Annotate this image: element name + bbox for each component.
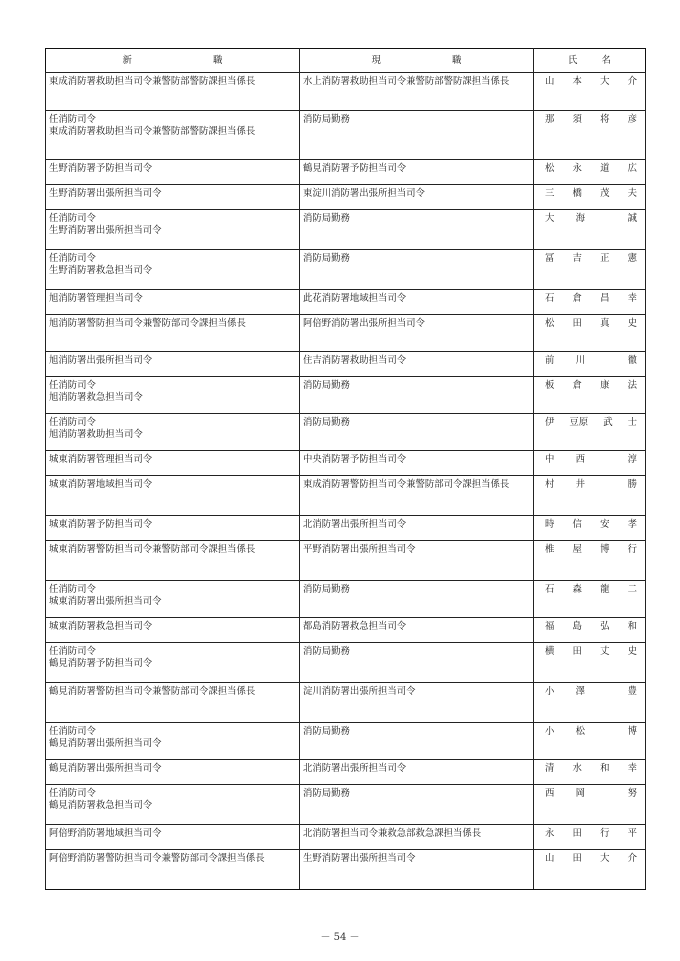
name-char: 清 <box>545 763 555 774</box>
table-row <box>46 643 646 683</box>
current-post-cell <box>300 414 534 451</box>
current-post-text: 水上消防署救助担当司令兼警防部警防課担当係長 <box>303 76 510 87</box>
name-cell <box>534 160 646 185</box>
name-char: 永 <box>572 163 582 174</box>
current-post-text: 消防局勤務 <box>303 417 350 428</box>
new-post-text: 任消防司令 鶴見消防署出張所担当司令 <box>49 726 162 749</box>
person-name <box>545 355 637 367</box>
current-post-text: 消防局勤務 <box>303 213 350 224</box>
table-row <box>46 850 646 890</box>
name-char: 澤 <box>575 686 586 697</box>
table-row <box>46 185 646 210</box>
name-char: 彦 <box>627 114 637 125</box>
table-row <box>46 541 646 581</box>
name-char: 前 <box>545 355 555 366</box>
header-name-char-1: 氏 <box>568 54 578 66</box>
new-post-text: 任消防司令 鶴見消防署予防担当司令 <box>49 646 153 669</box>
current-post-text: 東淀川消防署出張所担当司令 <box>303 188 425 199</box>
new-post-text: 任消防司令 生野消防署救急担当司令 <box>49 253 153 276</box>
name-char: 和 <box>627 621 637 632</box>
name-char: 孝 <box>627 519 637 530</box>
name-cell <box>534 250 646 290</box>
name-char: 中 <box>545 454 555 465</box>
name-char: 倉 <box>572 293 582 304</box>
name-cell <box>534 377 646 414</box>
new-post-text: 任消防司令 旭消防署救急担当司令 <box>49 380 143 403</box>
person-name <box>545 828 637 840</box>
header-name <box>534 49 646 73</box>
name-char: 信 <box>572 519 582 530</box>
new-post-cell <box>46 414 300 451</box>
current-post-cell <box>300 618 534 643</box>
name-char: 松 <box>575 726 586 737</box>
name-char: 屋 <box>572 544 582 555</box>
name-char: 田 <box>572 828 582 839</box>
current-post-text: 此花消防署地域担当司令 <box>303 293 407 304</box>
name-cell <box>534 451 646 476</box>
name-char: 勝 <box>627 479 637 490</box>
name-char: 山 <box>545 76 555 87</box>
name-cell <box>534 352 646 377</box>
name-char: 村 <box>545 479 555 490</box>
current-post-cell <box>300 185 534 210</box>
name-cell <box>534 185 646 210</box>
person-name <box>545 188 637 200</box>
table-row <box>46 723 646 760</box>
person-name <box>545 163 637 175</box>
table-row <box>46 352 646 377</box>
name-char: 石 <box>545 293 555 304</box>
new-post-cell <box>46 73 300 111</box>
name-cell <box>534 683 646 723</box>
name-char: 森 <box>572 584 582 595</box>
current-post-text: 消防局勤務 <box>303 253 350 264</box>
table-row <box>46 290 646 315</box>
name-char: 将 <box>600 114 610 125</box>
name-char: 大 <box>600 853 610 864</box>
name-char: 田 <box>572 318 582 329</box>
new-post-cell <box>46 618 300 643</box>
name-char: 武 <box>603 417 613 428</box>
new-post-cell <box>46 315 300 352</box>
table-row <box>46 760 646 785</box>
current-post-cell <box>300 451 534 476</box>
person-name <box>545 293 637 305</box>
name-cell <box>534 315 646 352</box>
name-char: 安 <box>600 519 610 530</box>
new-post-text: 鶴見消防署警防担当司令兼警防部司令課担当係長 <box>49 686 256 697</box>
new-post-cell <box>46 825 300 850</box>
current-post-cell <box>300 723 534 760</box>
current-post-cell <box>300 290 534 315</box>
name-char: 幸 <box>627 293 637 304</box>
name-char: 倉 <box>572 380 582 391</box>
name-char: 須 <box>572 114 582 125</box>
name-char: 岡 <box>575 788 586 799</box>
current-post-text: 生野消防署出張所担当司令 <box>303 853 416 864</box>
name-char: 弘 <box>600 621 610 632</box>
name-cell <box>534 73 646 111</box>
current-post-text: 淀川消防署出張所担当司令 <box>303 686 416 697</box>
person-name <box>545 76 637 88</box>
name-char: 時 <box>545 519 555 530</box>
current-post-cell <box>300 760 534 785</box>
table-body <box>46 73 646 890</box>
new-post-cell <box>46 476 300 516</box>
person-name <box>545 380 637 392</box>
new-post-text: 城東消防署地域担当司令 <box>49 479 153 490</box>
name-char: 三 <box>545 188 555 199</box>
new-post-cell <box>46 683 300 723</box>
name-char: 史 <box>627 646 637 657</box>
name-cell <box>534 618 646 643</box>
current-post-text: 消防局勤務 <box>303 646 350 657</box>
name-char: 徹 <box>627 355 637 366</box>
name-char: 正 <box>600 253 610 264</box>
name-char: 和 <box>600 763 610 774</box>
person-name <box>545 763 637 775</box>
current-post-text: 平野消防署出張所担当司令 <box>303 544 416 555</box>
current-post-text: 消防局勤務 <box>303 114 350 125</box>
name-char: 本 <box>572 76 582 87</box>
name-char: 介 <box>627 853 637 864</box>
name-char: 福 <box>545 621 555 632</box>
new-post-text: 生野消防署予防担当司令 <box>49 163 153 174</box>
person-name <box>545 114 637 126</box>
name-char: 横 <box>545 646 555 657</box>
new-post-cell <box>46 850 300 890</box>
name-cell <box>534 581 646 618</box>
new-post-text: 任消防司令 生野消防署出張所担当司令 <box>49 213 162 236</box>
current-post-text: 消防局勤務 <box>303 584 350 595</box>
person-name <box>545 454 637 466</box>
name-cell <box>534 850 646 890</box>
person-name <box>545 686 637 698</box>
name-char: 田 <box>572 853 582 864</box>
current-post-text: 都島消防署救急担当司令 <box>303 621 407 632</box>
name-char: 伊 <box>545 417 555 428</box>
table-row <box>46 73 646 111</box>
name-char: 那 <box>545 114 555 125</box>
header-current-post-char-1: 現 <box>371 54 381 66</box>
new-post-cell <box>46 185 300 210</box>
new-post-cell <box>46 377 300 414</box>
name-char: 海 <box>575 213 586 224</box>
name-char: 法 <box>627 380 637 391</box>
name-char: 吉 <box>572 253 582 264</box>
page-number: － 54 － <box>320 932 360 943</box>
name-char: 真 <box>600 318 610 329</box>
person-name <box>545 544 637 556</box>
new-post-cell <box>46 581 300 618</box>
name-char: 士 <box>627 417 637 428</box>
name-char: 大 <box>600 76 610 87</box>
table-row <box>46 451 646 476</box>
name-char: 西 <box>575 454 586 465</box>
current-post-text: 北消防署出張所担当司令 <box>303 763 407 774</box>
current-post-cell <box>300 160 534 185</box>
current-post-cell <box>300 73 534 111</box>
new-post-text: 任消防司令 東成消防署救助担当司令兼警防部警防課担当係長 <box>49 114 256 137</box>
name-char: 松 <box>545 163 555 174</box>
name-char: 豊 <box>627 686 637 697</box>
new-post-cell <box>46 111 300 160</box>
name-char: 広 <box>627 163 637 174</box>
current-post-text: 鶴見消防署予防担当司令 <box>303 163 407 174</box>
table-row <box>46 377 646 414</box>
current-post-cell <box>300 210 534 250</box>
table-row <box>46 581 646 618</box>
new-post-text: 旭消防署警防担当司令兼警防部司令課担当係長 <box>49 318 246 329</box>
name-char: 道 <box>600 163 610 174</box>
name-char: 憲 <box>627 253 637 264</box>
new-post-cell <box>46 250 300 290</box>
new-post-text: 阿倍野消防署地域担当司令 <box>49 828 162 839</box>
name-char: 冨 <box>545 253 555 264</box>
name-char: 水 <box>572 763 582 774</box>
name-char: 小 <box>545 726 555 737</box>
name-char: 島 <box>572 621 582 632</box>
table-row <box>46 825 646 850</box>
name-cell <box>534 541 646 581</box>
name-char: 大 <box>545 213 555 224</box>
new-post-text: 任消防司令 旭消防署救助担当司令 <box>49 417 143 440</box>
new-post-text: 任消防司令 城東消防署出張所担当司令 <box>49 584 162 607</box>
name-char: 介 <box>627 76 637 87</box>
name-cell <box>534 825 646 850</box>
name-char: 龍 <box>600 584 610 595</box>
current-post-text: 東成消防署警防担当司令兼警防部司令課担当係長 <box>303 479 510 490</box>
new-post-cell <box>46 160 300 185</box>
current-post-text: 北消防署出張所担当司令 <box>303 519 407 530</box>
new-post-text: 任消防司令 鶴見消防署救急担当司令 <box>49 788 153 811</box>
new-post-cell <box>46 785 300 825</box>
person-name <box>545 853 637 865</box>
table-row <box>46 414 646 451</box>
name-char: 幸 <box>627 763 637 774</box>
table-row <box>46 111 646 160</box>
header-current-post <box>300 49 534 73</box>
header-new-post-char-1: 新 <box>122 54 132 66</box>
new-post-text: 生野消防署出張所担当司令 <box>49 188 162 199</box>
name-cell <box>534 785 646 825</box>
new-post-cell <box>46 643 300 683</box>
table-row <box>46 516 646 541</box>
person-name <box>545 584 637 596</box>
new-post-cell <box>46 723 300 760</box>
new-post-text: 城東消防署予防担当司令 <box>49 519 153 530</box>
name-char: 博 <box>627 726 637 737</box>
name-char: 康 <box>600 380 610 391</box>
name-cell <box>534 414 646 451</box>
new-post-text: 城東消防署救急担当司令 <box>49 621 153 632</box>
new-post-text: 阿倍野消防署警防担当司令兼警防部司令課担当係長 <box>49 853 265 864</box>
current-post-cell <box>300 581 534 618</box>
current-post-cell <box>300 476 534 516</box>
new-post-text: 城東消防署管理担当司令 <box>49 454 153 465</box>
name-cell <box>534 290 646 315</box>
new-post-text: 旭消防署管理担当司令 <box>49 293 143 304</box>
name-char: 松 <box>545 318 555 329</box>
name-char: 丈 <box>600 646 610 657</box>
name-char: 西 <box>545 788 555 799</box>
name-char: 椎 <box>545 544 555 555</box>
name-char: 茂 <box>600 188 610 199</box>
name-cell <box>534 476 646 516</box>
table-row <box>46 250 646 290</box>
header-new-post-char-2: 職 <box>213 54 223 66</box>
person-name <box>545 318 637 330</box>
name-char: 夫 <box>627 188 637 199</box>
header-current-post-char-2: 職 <box>452 54 462 66</box>
name-char: 豆原 <box>569 417 589 428</box>
name-cell <box>534 210 646 250</box>
person-name <box>545 417 637 429</box>
new-post-cell <box>46 210 300 250</box>
name-cell <box>534 760 646 785</box>
current-post-cell <box>300 643 534 683</box>
header-new-post <box>46 49 300 73</box>
person-name <box>545 519 637 531</box>
new-post-cell <box>46 541 300 581</box>
header-name-char-2: 名 <box>601 54 611 66</box>
current-post-text: 北消防署担当司令兼救急部救急課担当係長 <box>303 828 482 839</box>
table-row <box>46 618 646 643</box>
name-cell <box>534 643 646 683</box>
table-row <box>46 160 646 185</box>
name-char: 山 <box>545 853 555 864</box>
table-header-row <box>46 49 646 73</box>
name-char: 石 <box>545 584 555 595</box>
name-cell <box>534 723 646 760</box>
current-post-text: 中央消防署予防担当司令 <box>303 454 407 465</box>
current-post-cell <box>300 352 534 377</box>
new-post-cell <box>46 352 300 377</box>
table-row <box>46 683 646 723</box>
name-char: 橋 <box>572 188 582 199</box>
person-name <box>545 726 637 738</box>
new-post-cell <box>46 516 300 541</box>
current-post-text: 消防局勤務 <box>303 788 350 799</box>
name-char: 川 <box>575 355 586 366</box>
name-cell <box>534 111 646 160</box>
person-name <box>545 213 637 225</box>
name-char: 永 <box>545 828 555 839</box>
name-cell <box>534 516 646 541</box>
new-post-cell <box>46 451 300 476</box>
name-char: 二 <box>627 584 637 595</box>
table-row <box>46 315 646 352</box>
name-char: 行 <box>600 828 610 839</box>
name-char: 努 <box>627 788 637 799</box>
current-post-cell <box>300 825 534 850</box>
new-post-cell <box>46 290 300 315</box>
name-char: 博 <box>600 544 610 555</box>
current-post-cell <box>300 541 534 581</box>
name-char: 淳 <box>627 454 637 465</box>
current-post-cell <box>300 516 534 541</box>
new-post-text: 東成消防署救助担当司令兼警防部警防課担当係長 <box>49 76 256 87</box>
person-name <box>545 479 637 491</box>
table-row <box>46 210 646 250</box>
current-post-cell <box>300 250 534 290</box>
name-char: 行 <box>627 544 637 555</box>
current-post-text: 阿倍野消防署出張所担当司令 <box>303 318 425 329</box>
person-name <box>545 788 637 800</box>
current-post-cell <box>300 683 534 723</box>
table-row <box>46 476 646 516</box>
current-post-cell <box>300 850 534 890</box>
current-post-cell <box>300 315 534 352</box>
current-post-text: 住吉消防署救助担当司令 <box>303 355 407 366</box>
name-char: 昌 <box>600 293 610 304</box>
personnel-table <box>45 48 646 890</box>
person-name <box>545 646 637 658</box>
name-char: 田 <box>572 646 582 657</box>
name-char: 井 <box>575 479 586 490</box>
name-char: 平 <box>627 828 637 839</box>
name-char: 誠 <box>627 213 637 224</box>
new-post-text: 旭消防署出張所担当司令 <box>49 355 153 366</box>
current-post-cell <box>300 111 534 160</box>
new-post-text: 鶴見消防署出張所担当司令 <box>49 763 162 774</box>
current-post-text: 消防局勤務 <box>303 726 350 737</box>
current-post-cell <box>300 785 534 825</box>
name-char: 史 <box>627 318 637 329</box>
new-post-cell <box>46 760 300 785</box>
name-char: 板 <box>545 380 555 391</box>
new-post-text: 城東消防署警防担当司令兼警防部司令課担当係長 <box>49 544 256 555</box>
name-char: 小 <box>545 686 555 697</box>
current-post-cell <box>300 377 534 414</box>
person-name <box>545 621 637 633</box>
person-name <box>545 253 637 265</box>
table-row <box>46 785 646 825</box>
current-post-text: 消防局勤務 <box>303 380 350 391</box>
